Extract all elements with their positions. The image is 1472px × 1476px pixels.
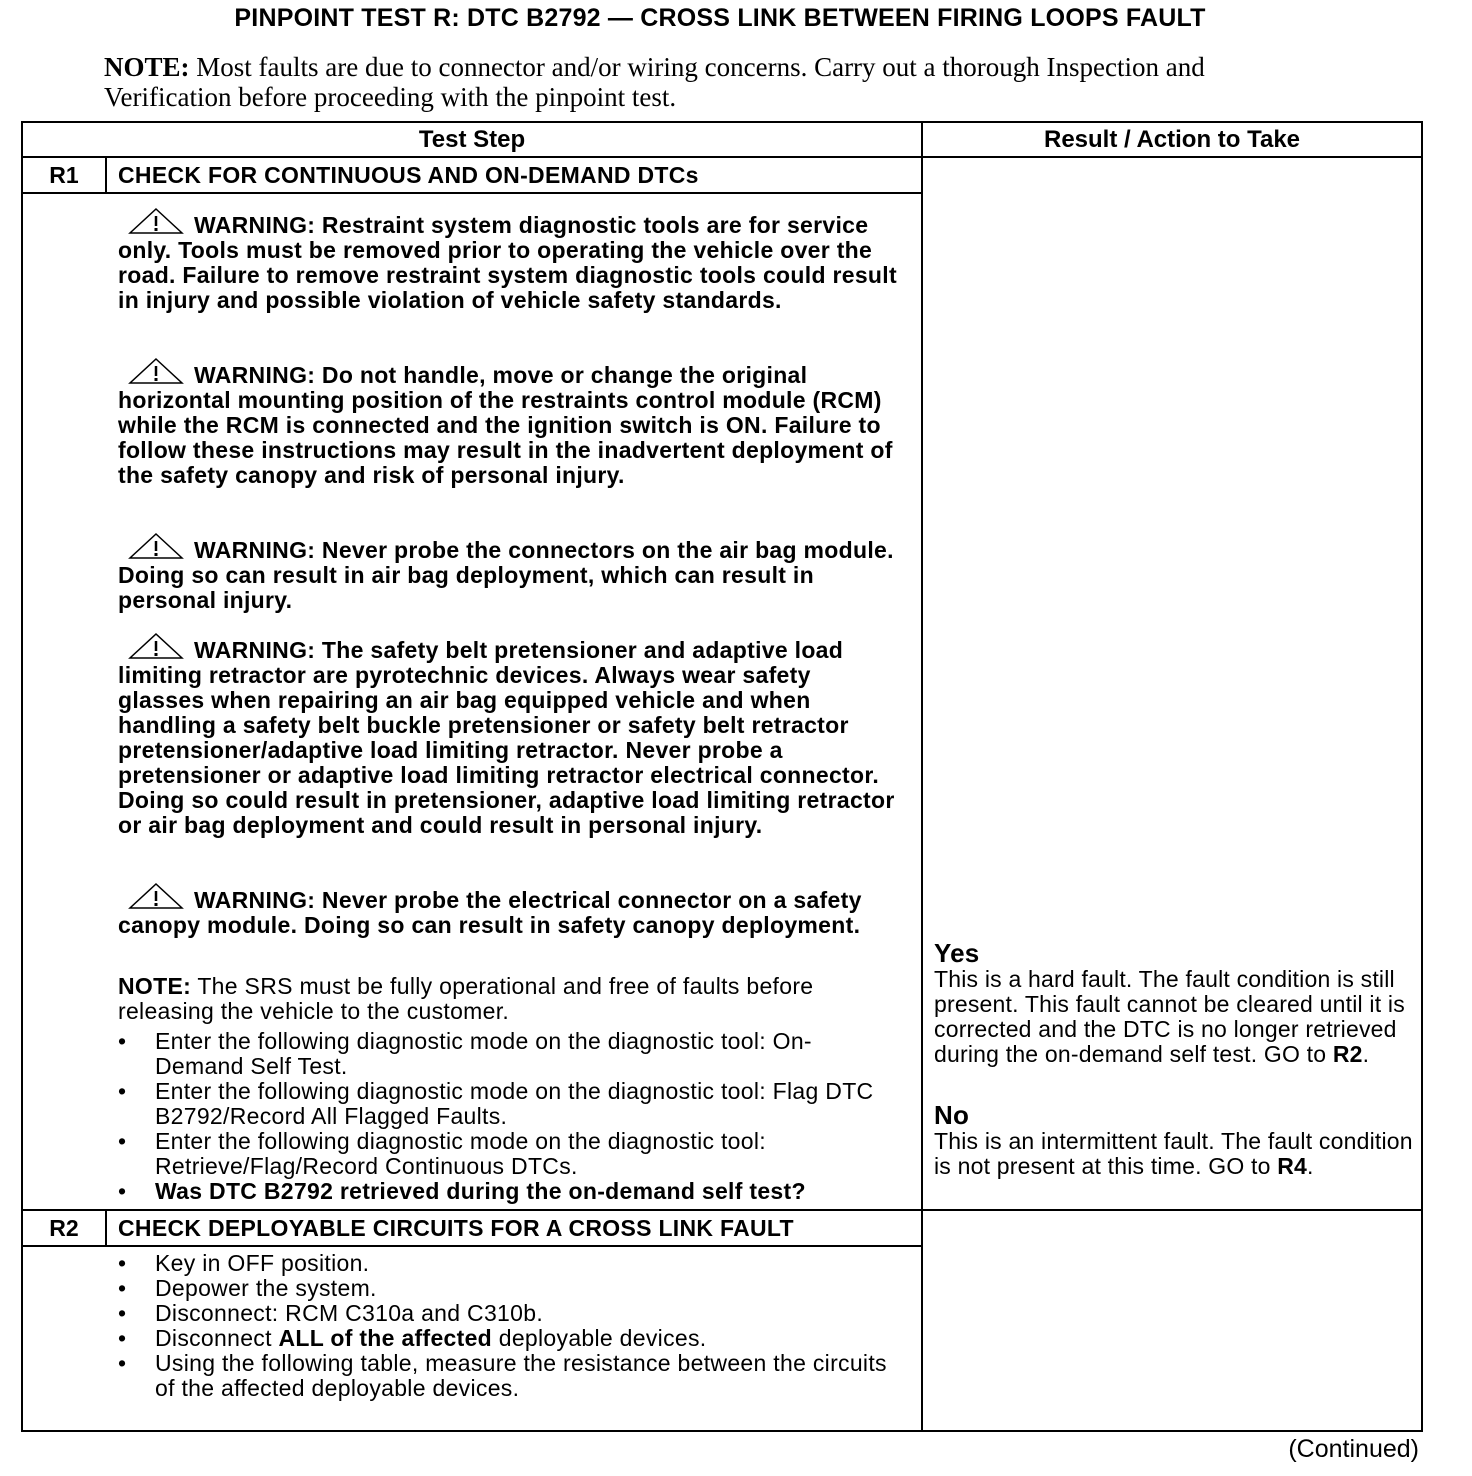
r1-bullet-2 — [118, 1079, 898, 1129]
warning-triangle-icon — [128, 882, 184, 910]
r1-bullet-3-text: Enter the following diagnostic mode on the diagnostic tool: Retrieve/Flag/Record Continuous DTCs. — [155, 1128, 766, 1179]
r2-bullet-3-text: Disconnect: RCM C310a and C310b. — [155, 1300, 544, 1326]
bullet-mark: • — [118, 1178, 127, 1204]
bullet-mark: • — [118, 1275, 127, 1301]
r1-bullet-3 — [118, 1129, 898, 1179]
r1-question-text: Was DTC B2792 retrieved during the on-demand self test? — [155, 1178, 806, 1204]
no-label: No — [934, 1100, 970, 1130]
yes-goto-link[interactable]: R2 — [1332, 1041, 1363, 1067]
bullet-mark: • — [118, 1325, 127, 1351]
header-result-action: Result / Action to Take — [1043, 126, 1301, 153]
continued-label: (Continued) — [1288, 1435, 1419, 1463]
pinpoint-table — [21, 121, 1423, 1432]
yes-period: . — [1362, 1041, 1370, 1067]
warning-3-text: WARNING: Never probe the connectors on the air bag module. Doing so can result in air bag deployment, which can result in personal injury. — [118, 537, 894, 613]
step-id-r2: R2 — [49, 1215, 79, 1241]
bullet-mark: • — [118, 1078, 127, 1104]
r2-bullet-5-text: Using the following table, measure the resistance between the circuits of the affected deployable devices. — [155, 1350, 887, 1401]
warning-triangle-icon — [128, 207, 184, 235]
r2-bullet-3 — [118, 1301, 898, 1326]
r2-bullet-2-text: Depower the system. — [155, 1275, 377, 1301]
yes-action — [934, 967, 1419, 1067]
bullet-mark: • — [118, 1350, 127, 1376]
yes-action-text: This is a hard fault. The fault condition is still present. This fault cannot be cleared until it is corrected and the DTC is no longer retrieved during the on-demand self test. GO to — [934, 966, 1405, 1067]
r1-result-no — [934, 1101, 1419, 1179]
no-period: . — [1307, 1153, 1314, 1179]
r2-bullet-4-pre: Disconnect — [155, 1325, 279, 1351]
r2-bullet-1 — [118, 1251, 898, 1276]
r2-bullet-4 — [118, 1326, 898, 1351]
no-action-text: This is an intermittent fault. The fault condition is not present at this time. GO to — [934, 1128, 1413, 1179]
r1-title-rule — [23, 192, 921, 194]
warning-4-text: WARNING: The safety belt pretensioner and adaptive load limiting retractor are pyrotechnic devices. Always wear safety glasses when repairing an air bag equipped vehicle and when handling a safety belt buckle pretensioner or safety belt retractor pretensioner/adaptive load limiting retractor. Never probe a pretensioner or adaptive load limiting retractor electrical connector. Doing so could result in pretensioner, adaptive load limiting retractor or air bag deployment and could result in personal injury. — [118, 637, 895, 838]
intro-note-label: NOTE: — [104, 52, 190, 82]
r2-bullet-1-text: Key in OFF position. — [155, 1250, 370, 1276]
r2-bullet-4-text — [155, 1326, 895, 1351]
bullet-mark: • — [118, 1128, 127, 1154]
bullet-mark: • — [118, 1250, 127, 1276]
bullet-mark: • — [118, 1300, 127, 1326]
warning-5-text: WARNING: Never probe the electrical connector on a safety canopy module. Doing so can result in safety canopy deployment. — [118, 887, 862, 938]
r1-note-label: NOTE: — [118, 973, 192, 999]
r1-result-yes — [934, 939, 1419, 1067]
warning-4 — [118, 632, 898, 838]
header-test-step: Test Step — [418, 126, 526, 153]
warning-2 — [118, 357, 898, 488]
r1-bullet-1-text: Enter the following diagnostic mode on the diagnostic tool: On-Demand Self Test. — [155, 1028, 812, 1079]
step-title-r1: CHECK FOR CONTINUOUS AND ON-DEMAND DTCs — [118, 162, 699, 188]
warning-5 — [118, 882, 898, 938]
warning-triangle-icon — [128, 357, 184, 385]
column-divider — [921, 123, 923, 1430]
no-goto-link[interactable]: R4 — [1277, 1153, 1308, 1179]
warning-3 — [118, 532, 898, 613]
intro-note-text: Most faults are due to connector and/or wiring concerns. Carry out a thorough Inspection and Verification before proceeding with the pinpoint test. — [104, 52, 1205, 112]
bullet-mark: • — [118, 1028, 127, 1054]
r1-question — [118, 1179, 898, 1204]
r2-bullet-5 — [118, 1351, 898, 1401]
r2-bullet-4-post: deployable devices. — [492, 1325, 707, 1351]
r2-bullet-2 — [118, 1276, 898, 1301]
step-id-r1: R1 — [49, 162, 79, 188]
step-id-divider-r1 — [105, 158, 107, 194]
r2-title-rule — [23, 1245, 921, 1247]
warning-1 — [118, 207, 898, 313]
warning-2-text: WARNING: Do not handle, move or change the original horizontal mounting position of the restraints control module (RCM) while the RCM is connected and the ignition switch is ON. Failure to follow these instructions may result in the inadvertent deployment of the safety canopy and risk of personal injury. — [118, 362, 893, 488]
r1-bullet-1 — [118, 1029, 898, 1079]
warning-triangle-icon — [128, 632, 184, 660]
no-action — [934, 1129, 1419, 1179]
warning-triangle-icon — [128, 532, 184, 560]
r1-bullet-2-text: Enter the following diagnostic mode on the diagnostic tool: Flag DTC B2792/Record All Flagged Faults. — [155, 1078, 874, 1129]
step-title-r2: CHECK DEPLOYABLE CIRCUITS FOR A CROSS LINK FAULT — [118, 1215, 794, 1241]
yes-label: Yes — [934, 938, 980, 968]
intro-note — [104, 52, 1304, 112]
r1-note — [118, 974, 898, 1024]
step-id-divider-r2 — [105, 1210, 107, 1246]
r1-note-text: The SRS must be fully operational and free of faults before releasing the vehicle to the customer. — [118, 973, 814, 1024]
warning-1-text: WARNING: Restraint system diagnostic tools are for service only. Tools must be removed prior to operating the vehicle over the road. Failure to remove restraint system diagnostic tools could result in injury and possible violation of vehicle safety standards. — [118, 212, 897, 313]
r2-bullet-4-bold: ALL of the affected — [278, 1325, 493, 1351]
page-title: PINPOINT TEST R: DTC B2792 — CROSS LINK BETWEEN FIRING LOOPS FAULT — [234, 4, 1206, 32]
